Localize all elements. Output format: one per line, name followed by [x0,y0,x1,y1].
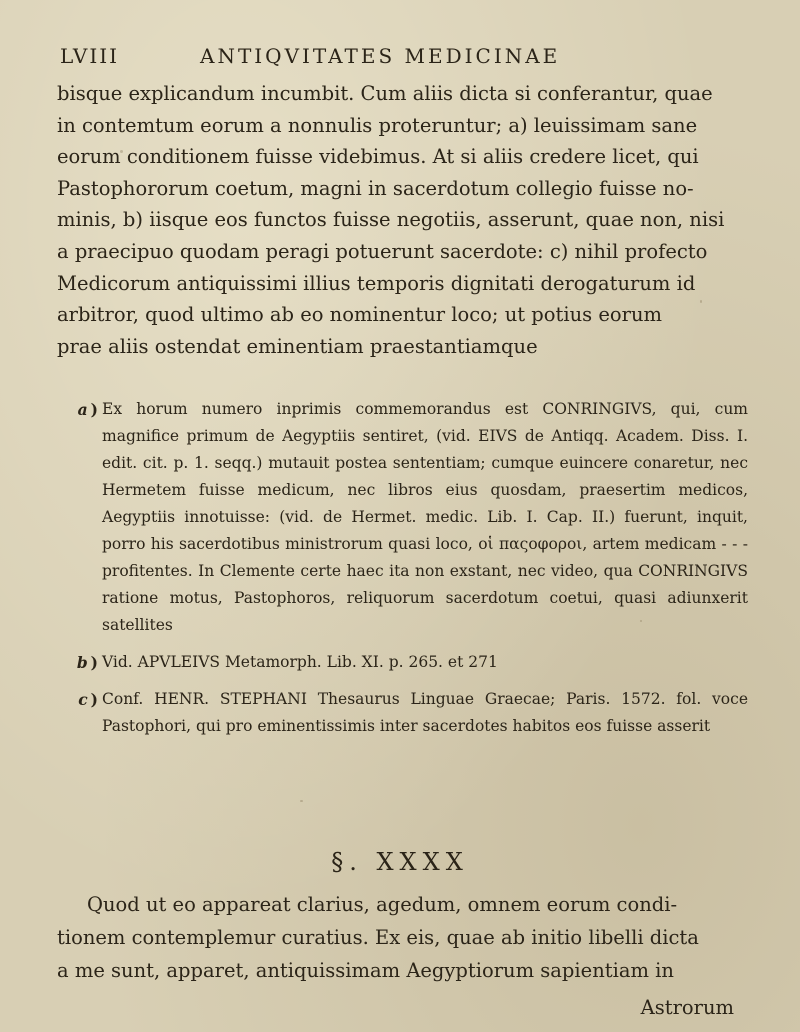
text-line: Pastophororum coetum, magni in sacerdotum collegio fuisse no- [57,176,694,200]
footnote-b [58,649,748,676]
footnote-text: Ex horum numero inprimis commemorandus est CONRINGIVS, qui, cum magnifice primum de Aegyptiis sentiret, (vid. EIVS de Antiqq. Academ. Diss. I. edit. cit. p. 1. seqq.) mutauit postea sententiam; cumque euincere conaretur, nec Hermetem fuisse medicum, nec libros eius quosdam, praesertim medicos, Aegyptiis innotuisse: (vid. de Hermet. medic. Lib. I. Cap. II.) fuerunt, inquit, porro his sacerdotibus ministrorum quasi loco, οἱ παςοφοροι, artem medicam - - - profitentes. In Clemente certe haec ita non exstant, nec video, qua CONRINGIVS ratione motus, Pastophoros, reliquorum sacerdotum coetui, quasi adiunxerit satellites [102,400,748,634]
paper-speck [300,800,303,802]
page-header [60,40,740,72]
text-line: bisque explicandum incumbit. Cum aliis dicta si conferantur, quae [57,82,713,105]
footnote-marker: c ) [58,686,98,713]
second-paragraph [57,888,737,987]
main-paragraph [57,78,757,362]
text-line: in contemtum eorum a nonnulis proteruntur; a) leuissimam sane [57,113,698,137]
text-line: arbitror, quod ultimo ab eo nominentur loco; ut potius eorum [57,303,662,327]
text-line: a me sunt, apparet, antiquissimam Aegyptiorum sapientiam in [57,959,674,982]
paper-speck [700,300,702,303]
text-line: a praecipuo quodam peragi potuerunt sacerdote: c) nihil profecto [57,239,708,263]
section-heading: §. XXXX [331,848,469,876]
paper-speck [640,620,642,622]
footnote-marker: b ) [58,649,98,676]
footnotes [58,396,748,750]
text-line: prae aliis ostendat eminentiam praestantiamque [57,334,538,358]
catchword: Astrorum [640,996,734,1019]
footnote-marker: a ) [58,396,98,423]
running-title: ANTIQVITATES MEDICINAE [200,44,561,68]
text-line: Quod ut eo appareat clarius, agedum, omnem eorum condi- [87,893,678,916]
footnote-text: Conf. HENR. STEPHANI Thesaurus Linguae Graecae; Paris. 1572. fol. voce Pastophori, qui pro eminentissimis inter sacerdotes habitos eos fuisse asserit [102,690,748,735]
footnote-a [58,396,748,639]
text-line: tionem contemplemur curatius. Ex eis, quae ab initio libelli dicta [57,926,699,949]
paper-speck [120,150,123,153]
page-number: LVIII [60,44,120,68]
footnote-text: Vid. APVLEIVS Metamorph. Lib. XI. p. 265. et 271 [102,653,498,671]
text-line: Medicorum antiquissimi illius temporis dignitati derogaturum id [57,271,696,295]
text-line: minis, b) iisque eos functos fuisse negotiis, asserunt, quae non, nisi [57,208,725,232]
text-line: eorum conditionem fuisse videbimus. At si aliis credere licet, qui [57,145,699,169]
footnote-c [58,686,748,740]
